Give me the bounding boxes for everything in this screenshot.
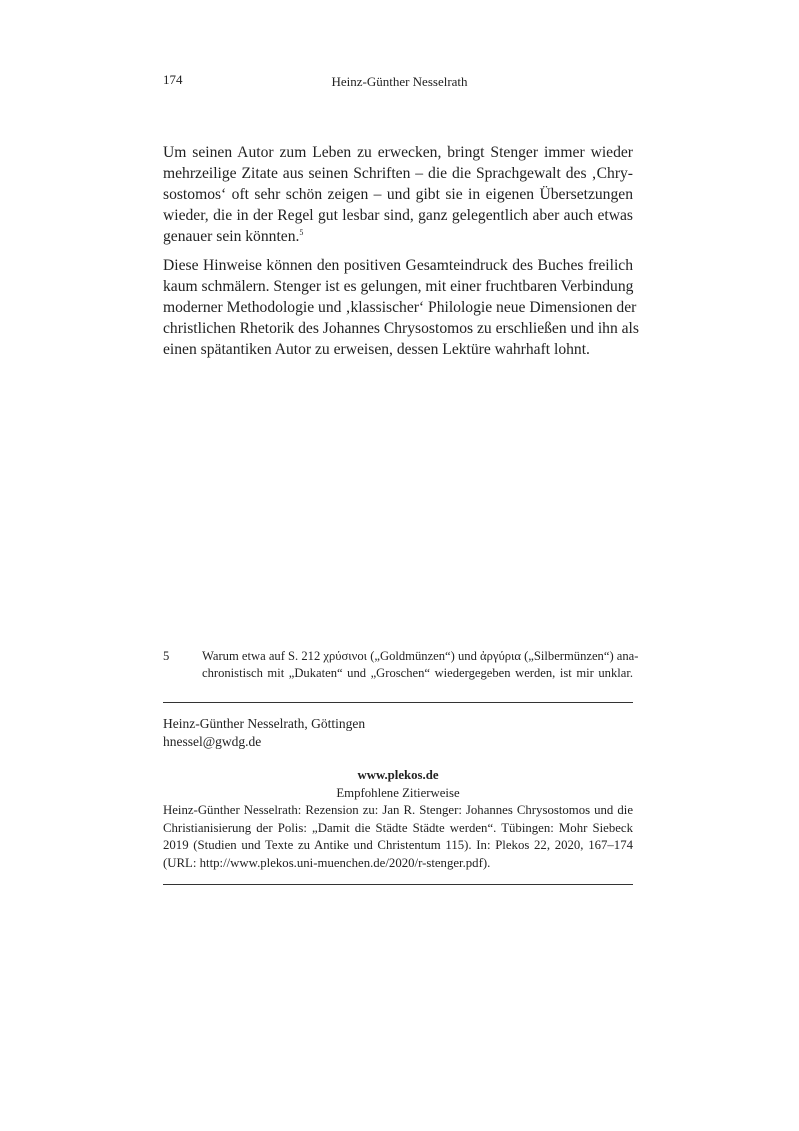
author-email[interactable]: hnessel@gwdg.de (163, 734, 262, 749)
author-name-place: Heinz-Günther Nesselrath, Göttingen (163, 716, 366, 731)
text-line: Diese Hinweise können den positiven Gesamteindruck des Buches freilich (163, 257, 633, 274)
text-line: christlichen Rhetorik des Johannes Chrysostomos zu erschließen und ihn als (163, 320, 639, 337)
author-address (163, 715, 365, 751)
text-line: sostomos‘ oft sehr schön zeigen – und gibt sie in eigenen Übersetzungen (163, 186, 633, 203)
citation-line: 2019 (Studien und Texte zu Antike und Christentum 115). In: Plekos 22, 2020, 167–174 (163, 838, 633, 852)
paragraph-1 (163, 142, 633, 247)
text-line: moderner Methodologie und ‚klassischer‘ Philologie neue Dimensionen der (163, 299, 637, 316)
footnote-line: chronistisch mit „Dukaten“ und „Groschen“ wiedergegeben werden, ist mir unklar. (202, 666, 633, 680)
citation-line: Christianisierung der Polis: „Damit die Städte Städte werden“. Tübingen: Mohr Siebeck (163, 820, 633, 835)
page-number: 174 (163, 72, 183, 87)
divider (163, 884, 633, 885)
text-line: Um seinen Autor zum Leben zu erwecken, bringt Stenger immer wieder (163, 144, 633, 161)
citation-heading: Empfohlene Zitierweise (336, 785, 460, 800)
site-link[interactable]: www.plekos.de (357, 768, 439, 782)
citation-line: Heinz-Günther Nesselrath: Rezension zu: Jan R. Stenger: Johannes Chrysostomos und die (163, 803, 633, 817)
paragraph-2 (163, 255, 639, 360)
divider (163, 702, 633, 703)
text-line: mehrzeilige Zitate aus seinen Schriften – die die Sprachgewalt des ‚Chry- (163, 165, 633, 182)
text-line-content: genauer sein könnten. (163, 228, 300, 245)
text-line (163, 226, 633, 247)
footnote-number: 5 (163, 649, 170, 663)
text-line: wieder, die in der Regel gut lesbar sind, ganz gelegentlich aber auch etwas (163, 207, 633, 224)
text-line: kaum schmälern. Stenger ist es gelungen, mit einer fruchtbaren Verbindung (163, 278, 634, 295)
footnote-line: Warum etwa auf S. 212 χρύσινοι („Goldmünzen“) und ἀργύρια („Silbermünzen“) ana- (202, 649, 639, 663)
citation-block (163, 767, 633, 872)
running-title: Heinz-Günther Nesselrath (331, 74, 468, 89)
footnote-ref[interactable]: 5 (299, 228, 304, 237)
text-line: einen spätantiken Autor zu erweisen, dessen Lektüre wahrhaft lohnt. (163, 341, 590, 358)
body-text (163, 142, 639, 368)
footnote (163, 648, 639, 682)
citation-line: (URL: http://www.plekos.uni-muenchen.de/2020/r-stenger.pdf). (163, 855, 491, 870)
